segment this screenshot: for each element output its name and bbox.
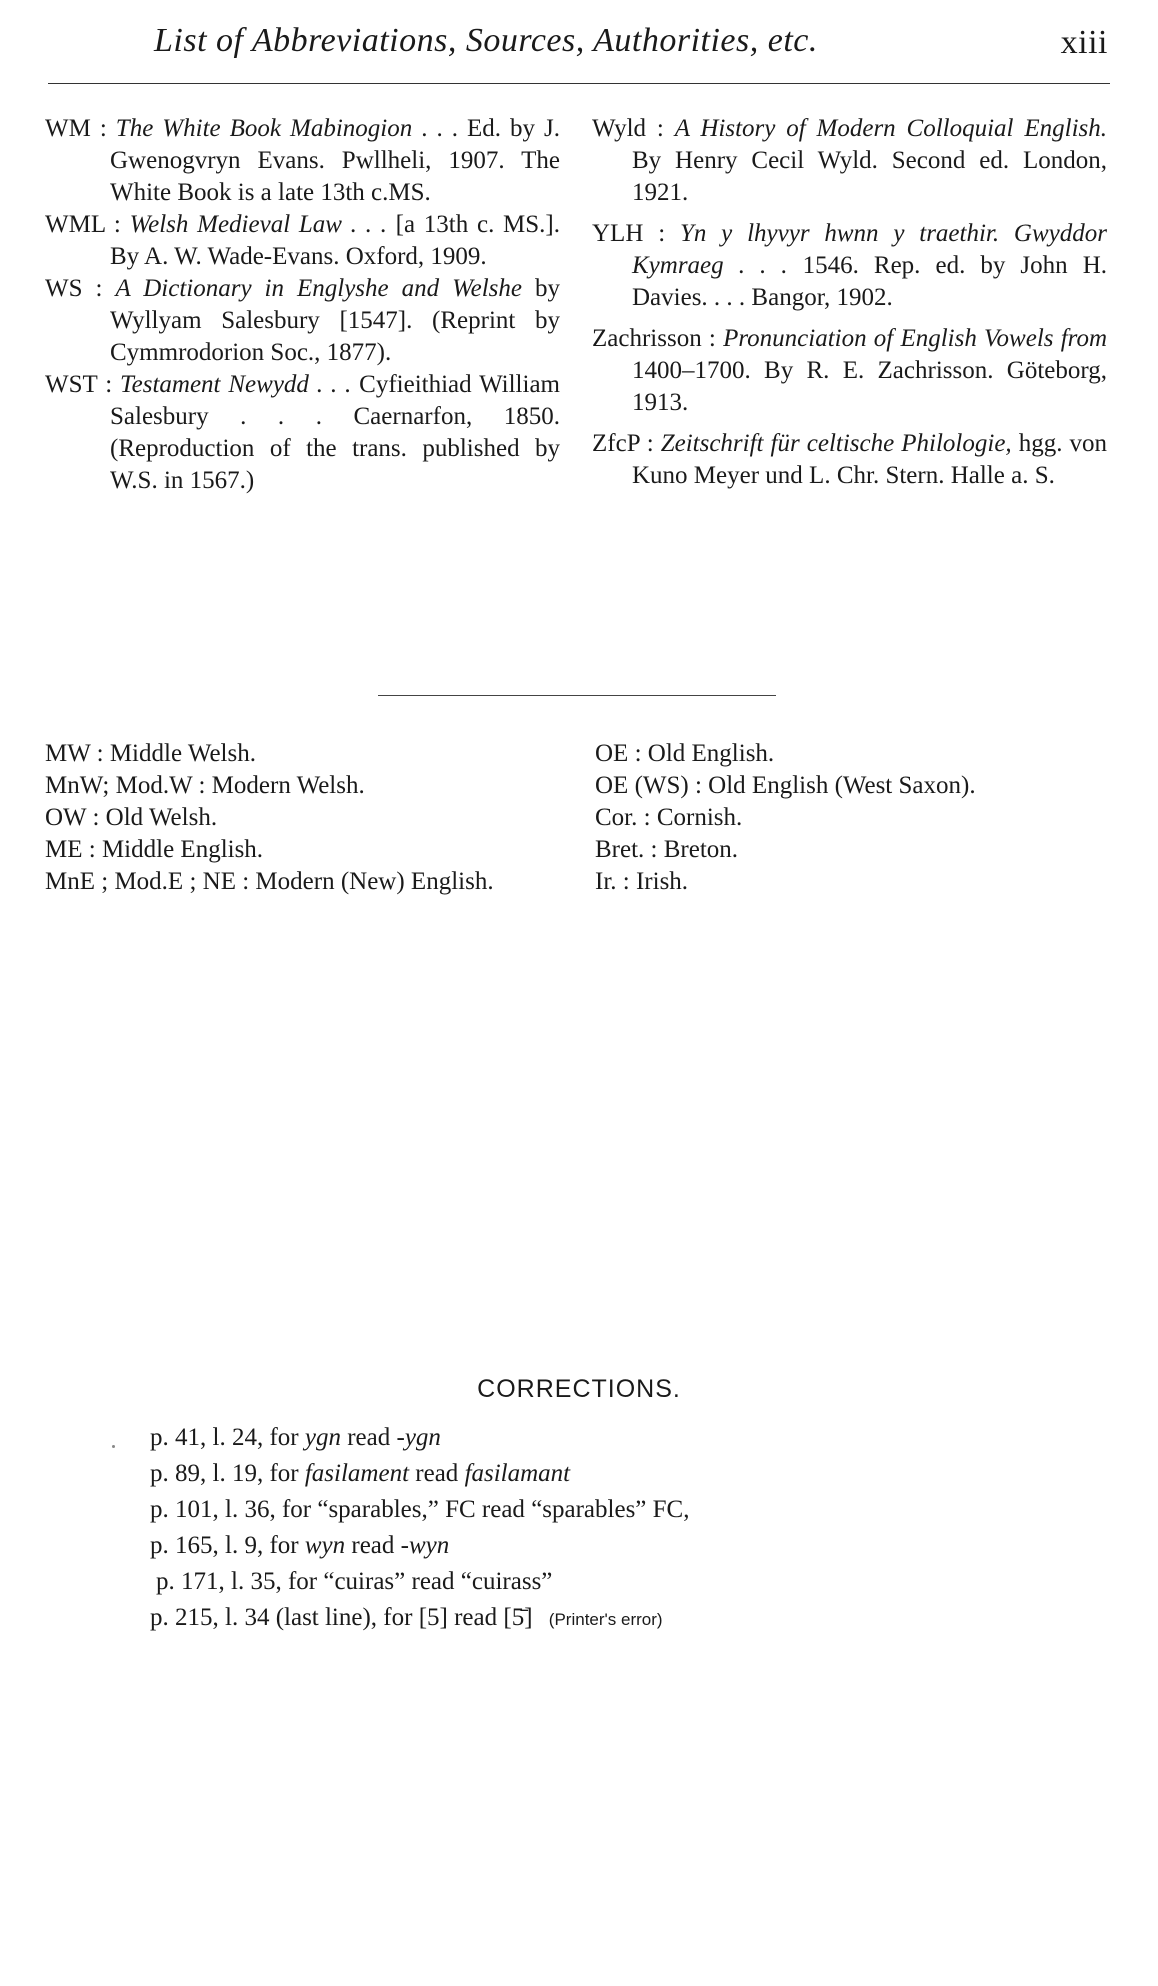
source-details: hgg. von Kuno Meyer und L. Chr. Stern. Halle a. S.	[632, 430, 1108, 489]
abbrev-meaning: Middle Welsh.	[109, 740, 256, 767]
correction-right: “cuirass”	[460, 1568, 553, 1595]
correction-item	[150, 1528, 1050, 1564]
stray-mark	[112, 1445, 115, 1448]
correction-wrong: ygn	[304, 1424, 341, 1451]
correction-note: (Printer's error)	[548, 1610, 663, 1629]
page-number: xiii	[1060, 24, 1108, 61]
source-abbr: Zachrisson :	[592, 325, 716, 352]
source-abbr: Wyld :	[592, 115, 664, 142]
correction-read: read	[481, 1496, 525, 1523]
abbrev-term: MnW; Mod.W :	[45, 772, 206, 799]
page-title: List of Abbreviations, Sources, Authorities, etc.	[154, 22, 818, 59]
source-title: Testament Newydd . . .	[120, 371, 352, 398]
correction-read: read	[347, 1424, 391, 1451]
correction-item	[150, 1492, 1050, 1528]
source-details: 1400–1700. By R. E. Zachrisson. Göteborg, 1913.	[632, 357, 1107, 416]
abbrev-term: MnE ; Mod.E ; NE :	[45, 868, 250, 895]
abbrev-term: MW :	[45, 740, 104, 767]
source-details: By Henry Cecil Wyld. Second ed. London, 1921.	[632, 147, 1107, 206]
correction-wrong: [5]	[418, 1604, 448, 1631]
source-details: 1546. Rep. ed. by John H. Davies. . . . Bangor, 1902.	[632, 252, 1108, 311]
source-entry	[592, 113, 1107, 209]
source-entry	[45, 273, 560, 369]
correction-wrong: wyn	[304, 1532, 346, 1559]
abbrev-meaning: Modern (New) English.	[255, 868, 494, 895]
source-title: Zeitschrift für celtische Philologie,	[660, 430, 1012, 457]
source-details: by Wyllyam Salesbury [1547]. (Reprint by Cymmrodorion Soc., 1877).	[110, 275, 561, 366]
source-entry	[45, 369, 560, 497]
abbrev-term: Ir. :	[595, 868, 630, 895]
abbrev-entry	[595, 866, 1105, 898]
corrections-list	[150, 1420, 1050, 1638]
correction-location: p. 165, l. 9, for	[150, 1532, 299, 1559]
abbrev-meaning: Irish.	[635, 868, 689, 895]
correction-read: read	[351, 1532, 395, 1559]
correction-item	[150, 1564, 1050, 1600]
source-details: [a 13th c. MS.]. By A. W. Wade-Evans. Oxford, 1909.	[110, 211, 561, 270]
correction-wrong: “cuiras”	[323, 1568, 406, 1595]
abbreviations-right-column	[595, 738, 1105, 898]
abbreviations-left-column	[45, 738, 565, 898]
correction-item	[150, 1420, 1050, 1456]
abbrev-meaning: Modern Welsh.	[211, 772, 365, 799]
correction-right: “sparables” FC,	[531, 1496, 690, 1523]
abbrev-entry	[45, 866, 565, 898]
abbrev-term: OW :	[45, 804, 100, 831]
source-entry	[592, 323, 1107, 419]
correction-right: fasilamant	[464, 1460, 571, 1487]
correction-location: p. 215, l. 34 (last line), for	[150, 1604, 413, 1631]
source-title: Pronunciation of English Vowels from	[723, 325, 1108, 352]
correction-location: p. 171, l. 35, for	[156, 1568, 318, 1595]
source-title: Welsh Medieval Law . . .	[129, 211, 387, 238]
source-abbr: WM :	[45, 115, 107, 142]
correction-right: -ygn	[396, 1424, 441, 1451]
header-rule	[48, 83, 1110, 84]
source-abbr: WST :	[45, 371, 113, 398]
source-title: The White Book Mabinogion	[115, 115, 413, 142]
correction-wrong: fasilament	[304, 1460, 410, 1487]
abbrev-meaning: Old English.	[647, 740, 775, 767]
correction-location: p. 101, l. 36, for	[150, 1496, 312, 1523]
section-divider	[378, 695, 776, 696]
abbrev-term: OE :	[595, 740, 642, 767]
abbrev-entry	[45, 770, 565, 802]
correction-read: read	[415, 1460, 459, 1487]
abbrev-meaning: Breton.	[663, 836, 739, 863]
correction-location: p. 41, l. 24, for	[150, 1424, 299, 1451]
source-title: Yn y lhyvyr hwnn y traethir. Gwyddor Kymraeg . . .	[632, 220, 1107, 279]
abbrev-entry	[595, 770, 1105, 802]
abbrev-meaning: Old Welsh.	[105, 804, 218, 831]
abbrev-entry	[595, 802, 1105, 834]
correction-read: read	[411, 1568, 455, 1595]
abbrev-term: Bret. :	[595, 836, 658, 863]
source-entry	[45, 113, 560, 209]
sources-left-column	[45, 113, 560, 497]
source-abbr: WS :	[45, 275, 103, 302]
source-details: Cyfieithiad William Salesbury . . . Caernarfon, 1850. (Reproduction of the trans. published by W.S. in 1567.)	[110, 371, 560, 494]
abbrev-entry	[45, 802, 565, 834]
correction-item	[150, 1456, 1050, 1492]
source-details: . . . Ed. by J. Gwenogvryn Evans. Pwllheli, 1907. The White Book is a late 13th c.MS.	[110, 115, 561, 206]
correction-item	[150, 1600, 1050, 1638]
source-abbr: YLH :	[592, 220, 666, 247]
abbrev-meaning: Middle English.	[101, 836, 264, 863]
source-title: A History of Modern Colloquial English.	[674, 115, 1107, 142]
abbrev-entry	[595, 738, 1105, 770]
source-abbr: WML :	[45, 211, 121, 238]
abbrev-term: OE (WS) :	[595, 772, 702, 799]
abbrev-term: Cor. :	[595, 804, 651, 831]
source-abbr: ZfcP :	[592, 430, 654, 457]
source-entry	[592, 428, 1107, 492]
correction-read: read	[454, 1604, 498, 1631]
source-title: A Dictionary in Englyshe and Welshe	[115, 275, 523, 302]
sources-right-column	[592, 113, 1107, 492]
corrections-heading: CORRECTIONS.	[477, 1375, 681, 1403]
correction-right: [5̄]	[503, 1604, 533, 1631]
correction-location: p. 89, l. 19, for	[150, 1460, 299, 1487]
abbrev-meaning: Old English (West Saxon).	[708, 772, 976, 799]
correction-wrong: “sparables,” FC	[317, 1496, 476, 1523]
abbrev-entry	[45, 834, 565, 866]
abbrev-meaning: Cornish.	[656, 804, 743, 831]
source-entry	[45, 209, 560, 273]
source-entry	[592, 218, 1107, 314]
correction-right: -wyn	[400, 1532, 450, 1559]
running-header	[150, 18, 1108, 68]
abbrev-entry	[45, 738, 565, 770]
abbrev-entry	[595, 834, 1105, 866]
abbrev-term: ME :	[45, 836, 96, 863]
